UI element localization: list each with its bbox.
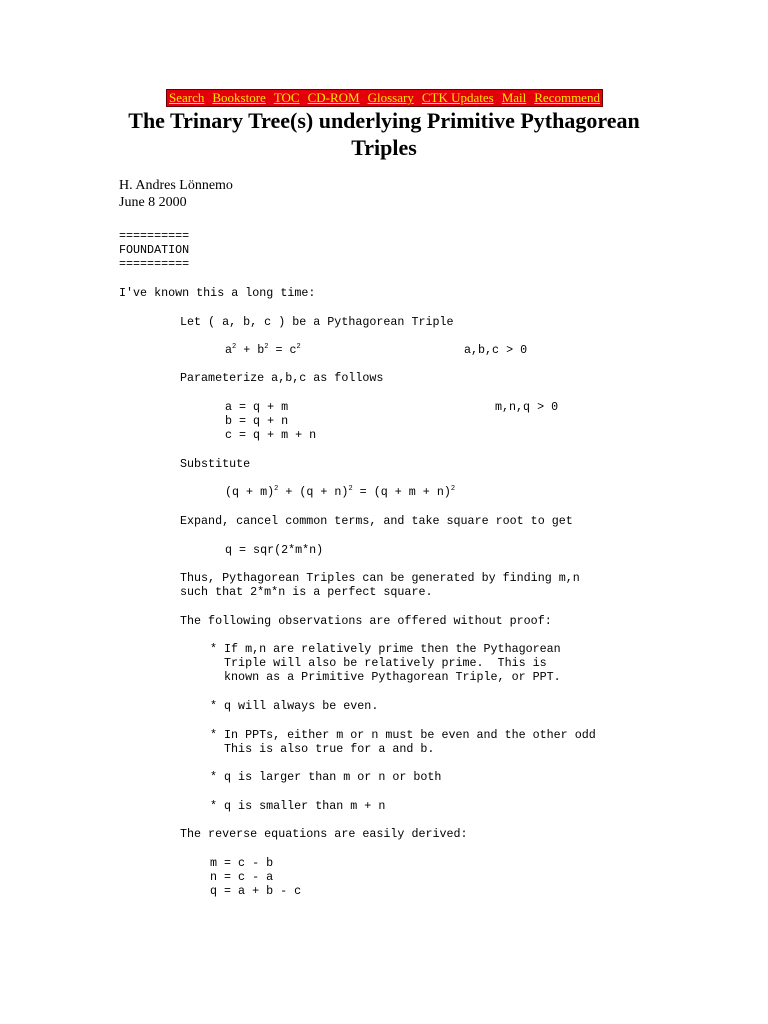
eq-term-a: a: [225, 343, 233, 357]
publication-date: June 8 2000: [119, 195, 187, 210]
bullet-3-line-2: This is also true for a and b.: [210, 742, 435, 756]
q-equation: q = sqr(2*m*n): [225, 543, 324, 557]
rule-bottom: ==========: [119, 257, 190, 271]
reverse-intro: The reverse equations are easily derived:: [180, 827, 468, 841]
reverse-n: n = c - a: [210, 870, 274, 884]
bullet-1-line-1: * If m,n are relatively prime then the Pythagorean: [210, 642, 561, 656]
thus-line-2: such that 2*m*n is a perfect square.: [180, 585, 433, 599]
param-c: c = q + m + n: [225, 428, 317, 442]
param-a: a = q + m: [225, 400, 289, 414]
bullet-2: * q will always be even.: [210, 699, 379, 713]
nav-link-search[interactable]: Search: [169, 90, 205, 105]
exponent: 2: [274, 485, 279, 493]
bullet-5: * q is smaller than m + n: [210, 799, 386, 813]
expand-text: Expand, cancel common terms, and take square root to get: [180, 514, 573, 528]
exponent: 2: [232, 343, 237, 351]
let-statement: Let ( a, b, c ) be a Pythagorean Triple: [180, 315, 454, 329]
condition-mnq: m,n,q > 0: [495, 400, 559, 414]
parameterize-text: Parameterize a,b,c as follows: [180, 371, 384, 385]
reverse-q: q = a + b - c: [210, 884, 302, 898]
equation-pythagoras: [225, 343, 301, 357]
author-name: H. Andres Lönnemo: [119, 178, 233, 193]
param-b: b = q + n: [225, 414, 289, 428]
exponent: 2: [296, 343, 301, 351]
sub-term-2: + (q + n): [285, 485, 349, 499]
bullet-1-line-2: Triple will also be relatively prime. This is: [210, 656, 547, 670]
bullet-4: * q is larger than m or n or both: [210, 770, 442, 784]
exponent: 2: [348, 485, 353, 493]
condition-abc: a,b,c > 0: [464, 343, 528, 357]
nav-link-glossary[interactable]: Glossary: [367, 90, 414, 105]
eq-term-b: + b: [243, 343, 265, 357]
exponent: 2: [450, 485, 456, 493]
intro-text: I've known this a long time:: [119, 286, 316, 300]
bullet-1-line-3: known as a Primitive Pythagorean Triple, or PPT.: [210, 670, 561, 684]
bullet-3-line-1: * In PPTs, either m or n must be even and the other odd: [210, 728, 596, 742]
nav-link-ctk-updates[interactable]: CTK Updates: [421, 90, 494, 105]
exponent: 2: [264, 343, 269, 351]
sub-term-1: (q + m): [225, 485, 275, 499]
nav-link-recommend[interactable]: Recommend: [534, 90, 600, 105]
rule-top: ==========: [119, 229, 190, 243]
section-heading: FOUNDATION: [119, 243, 190, 257]
eq-term-c: = c: [275, 343, 297, 357]
nav-link-cd-rom[interactable]: CD-ROM: [307, 90, 360, 105]
nav-bar: [166, 89, 603, 107]
nav-link-toc[interactable]: TOC: [273, 90, 300, 105]
reverse-m: m = c - b: [210, 856, 274, 870]
observations-intro: The following observations are offered without proof:: [180, 614, 552, 628]
sub-term-3: = (q + m + n): [359, 485, 451, 499]
page-title: The Trinary Tree(s) underlying Primitive Pythagorean Triples: [128, 108, 640, 160]
thus-line-1: Thus, Pythagorean Triples can be generated by finding m,n: [180, 571, 580, 585]
nav-link-bookstore[interactable]: Bookstore: [212, 90, 266, 105]
nav-link-mail[interactable]: Mail: [501, 90, 527, 105]
substitute-text: Substitute: [180, 457, 251, 471]
substitution-equation: [225, 485, 455, 499]
